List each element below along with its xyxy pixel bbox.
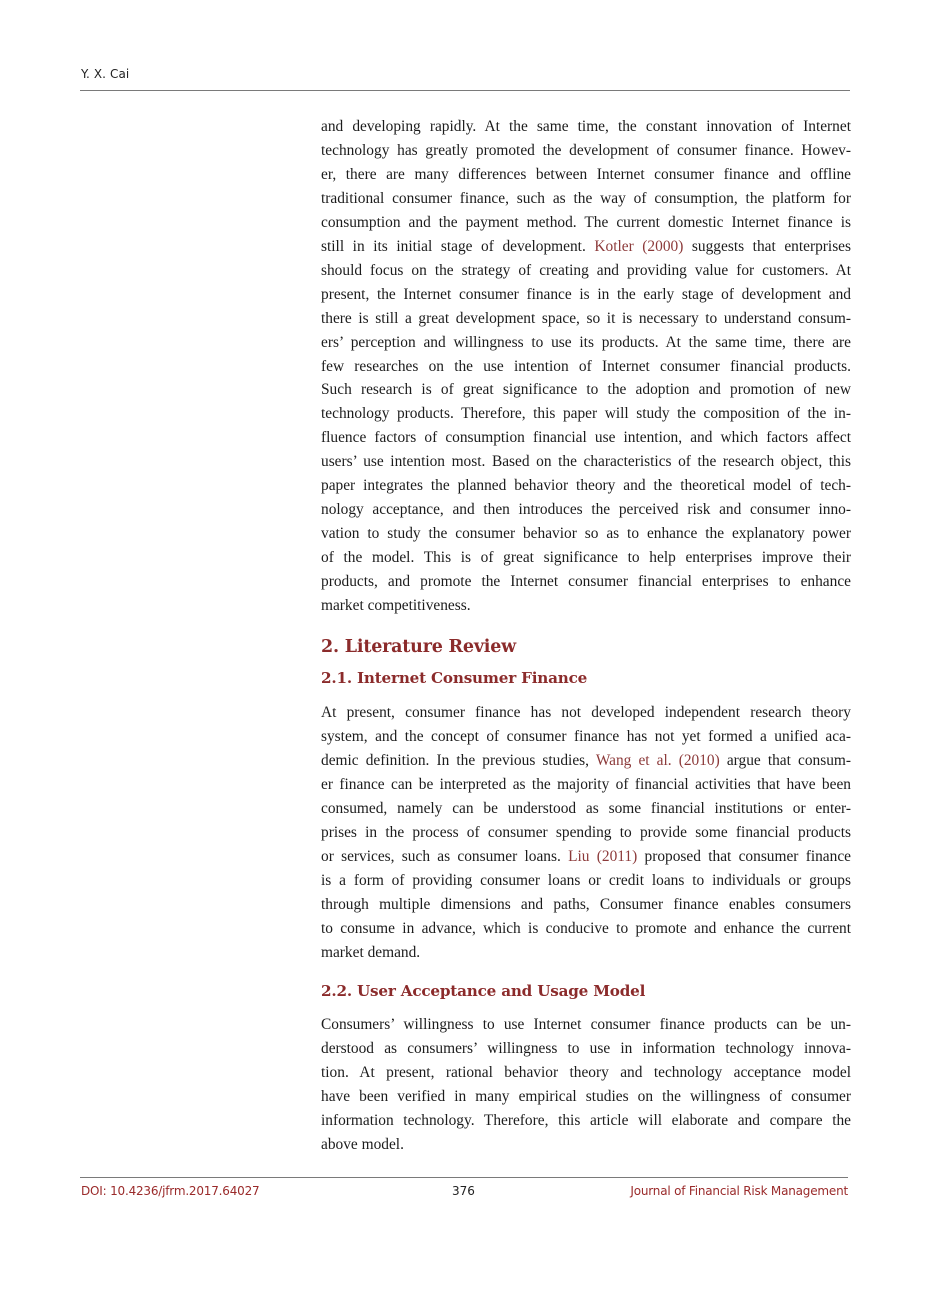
subsection-heading-internet-consumer-finance: 2.1. Internet Consumer Finance (321, 669, 588, 687)
text-line: present, the Internet consumer finance is in the early stage of development and (321, 285, 851, 303)
text-line: er, there are many differences between Internet consumer finance and offline (321, 165, 851, 183)
text-fragment: proposed that consumer finance (637, 847, 851, 865)
footer-journal-name: Journal of Financial Risk Management (630, 1184, 848, 1198)
running-head-author: Y. X. Cai (81, 67, 130, 81)
text-line: At present, consumer finance has not developed independent research theory (321, 704, 851, 721)
text-line: consumed, namely can be understood as some financial institutions or enter- (321, 799, 851, 817)
text-line: to consume in advance, which is conducive to promote and enhance the current (321, 919, 851, 937)
text-line: vation to study the consumer behavior so as to enhance the explanatory power (321, 525, 851, 543)
text-line: users’ use intention most. Based on the characteristics of the research object, this (321, 453, 851, 471)
text-line: consumption and the payment method. The current domestic Internet finance is (321, 213, 851, 231)
text-line: should focus on the strategy of creating and providing value for customers. At (321, 261, 851, 279)
text-line-with-citation (321, 235, 851, 259)
text-fragment: argue that consum- (719, 751, 852, 769)
text-line: market competitiveness. (321, 597, 471, 615)
text-line: derstood as consumers’ willingness to use in information technology innova- (321, 1039, 851, 1057)
text-line: ers’ perception and willingness to use its products. At the same time, there are (321, 333, 851, 351)
text-fragment: or services, such as consumer loans. (321, 847, 569, 865)
footer-rule (80, 1177, 848, 1178)
text-line: paper integrates the planned behavior theory and the theoretical model of tech- (321, 477, 851, 495)
citation-link-liu-2011[interactable]: Liu (2011) (568, 847, 638, 865)
text-fragment: suggests that enterprises (683, 237, 852, 255)
page-number: 376 (452, 1184, 475, 1198)
text-line: Consumers’ willingness to use Internet consumer finance products can be un- (321, 1016, 851, 1033)
text-line: above model. (321, 1135, 404, 1153)
text-line: market demand. (321, 943, 421, 961)
text-line: products, and promote the Internet consumer financial enterprises to enhance (321, 573, 851, 591)
footer-doi-link[interactable]: DOI: 10.4236/jfrm.2017.64027 (81, 1184, 260, 1198)
text-line: of the model. This is of great significance to help enterprises improve their (321, 549, 851, 567)
text-line: nology acceptance, and then introduces the perceived risk and consumer inno- (321, 501, 851, 519)
text-fragment: still in its initial stage of development. (321, 237, 595, 255)
text-line-with-citation (321, 845, 851, 869)
citation-link-kotler-2000[interactable]: Kotler (2000) (594, 237, 684, 255)
text-line: is a form of providing consumer loans or credit loans to individuals or groups (321, 871, 851, 889)
text-line: Such research is of great significance to the adoption and promotion of new (321, 381, 851, 399)
text-line: have been verified in many empirical studies on the willingness of consumer (321, 1087, 851, 1105)
text-line-with-citation (321, 749, 851, 773)
text-line: information technology. Therefore, this article will elaborate and compare the (321, 1111, 851, 1129)
subsection-heading-user-acceptance: 2.2. User Acceptance and Usage Model (321, 982, 646, 1000)
text-line: and developing rapidly. At the same time, the constant innovation of Internet (321, 118, 851, 135)
text-fragment: demic definition. In the previous studies, (321, 751, 596, 769)
text-line: er finance can be interpreted as the majority of financial activities that have been (321, 775, 851, 793)
text-line: through multiple dimensions and paths, Consumer finance enables consumers (321, 895, 851, 913)
internet-consumer-finance-paragraph (321, 701, 851, 964)
text-line: traditional consumer finance, such as the way of consumption, the platform for (321, 189, 851, 207)
intro-paragraph (321, 115, 851, 618)
user-acceptance-paragraph (321, 1013, 851, 1157)
text-line: prises in the process of consumer spending to provide some financial products (321, 823, 851, 841)
text-line: tion. At present, rational behavior theory and technology acceptance model (321, 1063, 851, 1081)
text-line: technology has greatly promoted the development of consumer finance. Howev- (321, 141, 851, 159)
text-line: fluence factors of consumption financial use intention, and which factors affect (321, 429, 851, 447)
header-rule (80, 90, 850, 91)
text-line: technology products. Therefore, this paper will study the composition of the in- (321, 405, 851, 423)
section-heading-literature-review: 2. Literature Review (321, 637, 517, 657)
text-line: few researches on the use intention of Internet consumer financial products. (321, 357, 851, 375)
text-line: system, and the concept of consumer finance has not yet formed a unified aca- (321, 727, 851, 745)
text-line: there is still a great development space, so it is necessary to understand consum- (321, 309, 851, 327)
citation-link-wang-2010[interactable]: Wang et al. (2010) (595, 751, 720, 769)
